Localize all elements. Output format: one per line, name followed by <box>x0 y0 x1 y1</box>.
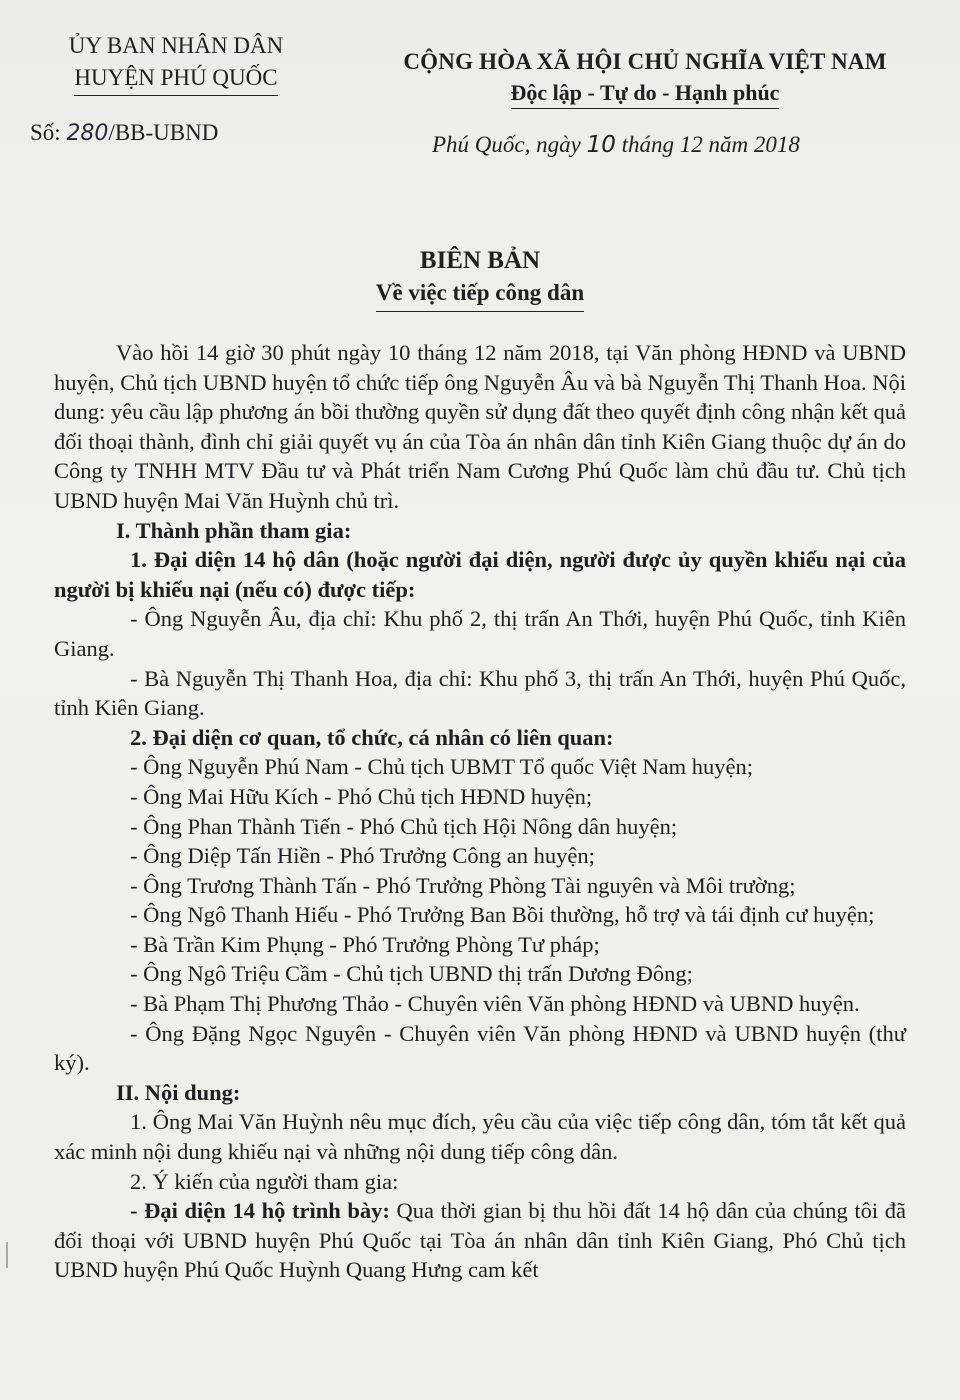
official-item: - Ông Đặng Ngọc Nguyên - Chuyên viên Văn phòng HĐND và UBND huyện (thư ký). <box>54 1020 906 1076</box>
official-item: - Ông Ngô Triệu Cầm - Chủ tịch UBND thị trấn Dương Đông; <box>130 961 693 987</box>
official-item: - Ông Phan Thành Tiến - Phó Chủ tịch Hội Nông dân huyện; <box>130 813 678 839</box>
content-item-3 <box>54 1196 906 1285</box>
national-header <box>355 46 935 109</box>
document-number <box>30 120 218 146</box>
official-item: - Bà Phạm Thị Phương Thảo - Chuyên viên Văn phòng HĐND và UBND huyện. <box>130 991 860 1017</box>
document-body <box>54 338 906 1285</box>
date-rest: tháng 12 năm 2018 <box>621 132 800 157</box>
participant-item: - Bà Nguyễn Thị Thanh Hoa, địa chỉ: Khu phố 3, thị trấn An Thới, huyện Phú Quốc, tỉnh Kiên Giang. <box>54 665 906 721</box>
margin-mark <box>6 1242 8 1268</box>
date-line <box>432 132 800 158</box>
section1-sub1-heading: 1. Đại diện 14 hộ dân (hoặc người đại diện, người được ủy quyền khiếu nại của người bị khiếu nại (nếu có) được tiếp: <box>54 547 906 602</box>
nation-name: CỘNG HÒA XÃ HỘI CHỦ NGHĨA VIỆT NAM <box>403 49 887 74</box>
official-item: - Ông Diệp Tấn Hiền - Phó Trưởng Công an huyện; <box>130 843 595 869</box>
intro-paragraph: Vào hồi 14 giờ 30 phút ngày 10 tháng 12 năm 2018, tại Văn phòng HĐND và UBND huyện, Chủ tịch UBND huyện tổ chức tiếp ông Nguyễn Âu và bà Nguyễn Thị Thanh Hoa. Nội dung: yêu cầu lập phương án bồi thường quyền sử dụng đất theo quyết định công nhận kết quả đối thoại thành, đình chỉ giải quyết vụ án của Tòa án nhân dân tỉnh Kiên Giang thuộc dự án do Công ty TNHH MTV Đầu tư và Phát triển Nam Cương Phú Quốc làm chủ đầu tư. Chủ tịch UBND huyện Mai Văn Huỳnh chủ trì. <box>54 340 906 513</box>
title-main: BIÊN BẢN <box>419 247 541 274</box>
national-motto: Độc lập - Tự do - Hạnh phúc <box>511 78 780 109</box>
authority-line-1: ỦY BAN NHÂN DÂN <box>68 33 284 58</box>
content-item-3-lead: - Đại diện 14 hộ trình bày: <box>130 1198 390 1224</box>
authority-line-2: HUYỆN PHÚ QUỐC <box>74 62 277 96</box>
docno-suffix: /BB-UBND <box>108 120 219 145</box>
date-day-label: ngày <box>536 132 581 157</box>
title-sub: Về việc tiếp công dân <box>376 277 584 312</box>
official-item: - Ông Ngô Thanh Hiếu - Phó Trưởng Ban Bồi thường, hỗ trợ và tái định cư huyện; <box>130 902 875 928</box>
official-item: - Bà Trần Kim Phụng - Phó Trưởng Phòng Tư pháp; <box>130 931 600 957</box>
date-day-handwritten: 10 <box>586 132 616 158</box>
docno-handwritten: 280 <box>66 121 109 146</box>
section2-heading: II. Nội dung: <box>116 1079 241 1105</box>
participant-item: - Ông Nguyễn Âu, địa chỉ: Khu phố 2, thị trấn An Thới, huyện Phú Quốc, tỉnh Kiên Giang. <box>54 606 906 661</box>
issuing-authority <box>26 30 326 96</box>
official-item: - Ông Nguyễn Phú Nam - Chủ tịch UBMT Tổ quốc Việt Nam huyện; <box>130 754 753 780</box>
section1-sub2-heading: 2. Đại diện cơ quan, tổ chức, cá nhân có liên quan: <box>130 724 614 750</box>
section1-heading: I. Thành phần tham gia: <box>116 517 352 543</box>
docno-label: Số: <box>30 120 61 145</box>
content-item-3-text: Qua thời gian bị thu hồi đất 14 hộ dân của chúng tôi đã đối thoại với UBND huyện Phú Quốc tại Tòa án nhân dân tỉnh Kiên Giang, Phó Chủ tịch UBND huyện Phú Quốc Huỳnh Quang Hưng cam kết <box>54 1198 906 1283</box>
official-item: - Ông Trương Thành Tấn - Phó Trưởng Phòng Tài nguyên và Môi trường; <box>130 872 796 898</box>
content-item-1: 1. Ông Mai Văn Huỳnh nêu mục đích, yêu cầu của việc tiếp công dân, tóm tắt kết quả xác minh nội dung khiếu nại và những nội dung tiếp công dân. <box>54 1109 906 1165</box>
date-place: Phú Quốc, <box>432 132 531 157</box>
document-title <box>0 245 960 312</box>
official-item: - Ông Mai Hữu Kích - Phó Chủ tịch HĐND huyện; <box>130 783 593 809</box>
content-item-2: 2. Ý kiến của người tham gia: <box>130 1168 399 1194</box>
